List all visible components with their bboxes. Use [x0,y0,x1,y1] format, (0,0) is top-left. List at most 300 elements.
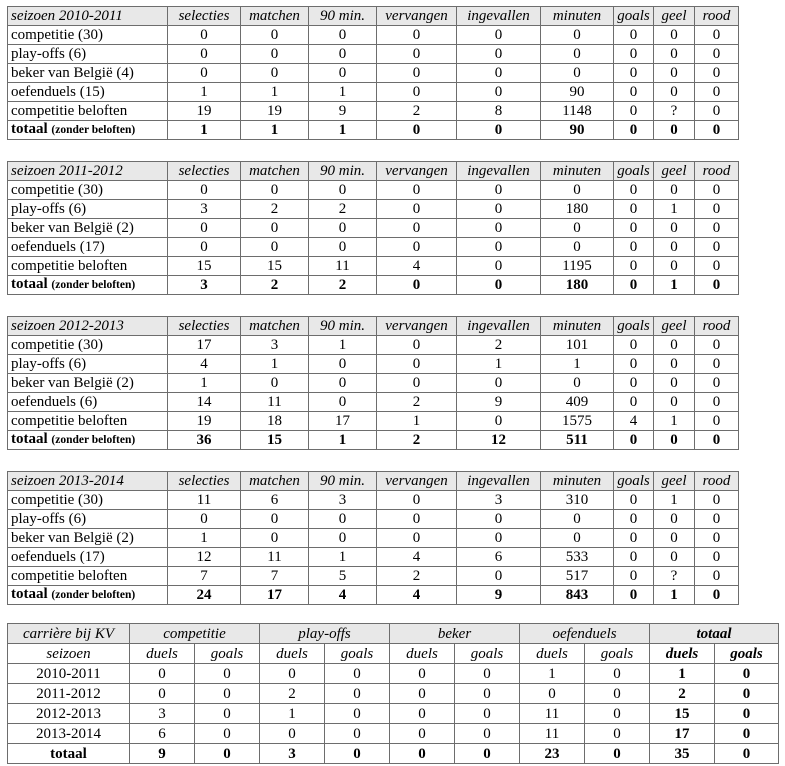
total-cell: 0 [695,276,739,295]
total-cell: 511 [541,431,614,450]
stat-cell: 0 [457,238,541,257]
stat-cell: 0 [241,374,309,393]
total-label [8,276,168,295]
stat-cell: 0 [695,181,739,200]
stat-cell: 0 [168,45,241,64]
stat-cell: 9 [309,102,377,121]
stat-cell: 0 [695,355,739,374]
row-label: beker van België (2) [8,374,168,393]
column-header: vervangen [377,162,457,181]
stat-cell: 0 [195,684,260,704]
table-row [8,393,739,412]
season-cell: 2010-2011 [8,664,130,684]
stat-cell: 0 [377,529,457,548]
table-row [8,529,739,548]
stat-cell: 0 [695,374,739,393]
stat-cell: 0 [695,83,739,102]
total-cell: 35 [650,744,715,764]
total-cell: 0 [614,431,654,450]
column-header: rood [695,317,739,336]
stat-cell: 0 [614,64,654,83]
stat-cell: 0 [654,393,695,412]
column-header: rood [695,7,739,26]
career-group-header: beker [390,624,520,644]
stat-cell: 7 [168,567,241,586]
total-cell: 3 [168,276,241,295]
stat-cell: 17 [650,724,715,744]
stat-cell: 2 [377,393,457,412]
table-row [8,45,739,64]
stat-cell: 0 [195,724,260,744]
stat-cell: 0 [654,26,695,45]
total-label-text: totaal [11,276,48,292]
stat-cell: 0 [168,219,241,238]
column-header: minuten [541,317,614,336]
stat-cell: 0 [457,64,541,83]
stat-cell: 0 [457,200,541,219]
stat-cell: 2 [377,567,457,586]
stat-cell: 0 [168,510,241,529]
stat-cell: 0 [377,26,457,45]
season-header-row [8,7,739,26]
stat-cell: 0 [614,26,654,45]
stat-cell: 1 [260,704,325,724]
stat-cell: 0 [377,219,457,238]
column-header: minuten [541,162,614,181]
column-header: goals [614,7,654,26]
stat-cell: 0 [241,64,309,83]
stat-cell: 1 [309,336,377,355]
row-label: competitie beloften [8,257,168,276]
stat-cell: 0 [130,664,195,684]
sub-column-header: duels [650,644,715,664]
stat-cell: 0 [309,355,377,374]
total-label-text: totaal [11,586,48,602]
stat-cell: 0 [377,238,457,257]
total-cell: 9 [130,744,195,764]
total-cell: 0 [695,121,739,140]
total-cell: 0 [614,586,654,605]
column-header: selecties [168,317,241,336]
total-note: (zonder beloften) [51,434,136,446]
stat-cell: 1 [650,664,715,684]
stat-cell: 1 [168,83,241,102]
total-cell: 3 [260,744,325,764]
row-label: oefenduels (17) [8,548,168,567]
stat-cell: 0 [715,664,779,684]
stat-cell: 0 [541,510,614,529]
stat-cell: 0 [614,374,654,393]
stat-cell: 1 [377,412,457,431]
stat-cell: 0 [377,181,457,200]
stat-cell: 0 [260,664,325,684]
stat-cell: 3 [457,491,541,510]
total-cell: 0 [457,121,541,140]
stat-cell: 0 [585,684,650,704]
stat-cell: 6 [130,724,195,744]
total-cell: 36 [168,431,241,450]
stat-cell: 11 [309,257,377,276]
stat-cell: 0 [457,219,541,238]
stat-cell: 0 [614,567,654,586]
total-label [8,121,168,140]
stat-cell: 0 [168,181,241,200]
stat-cell: 0 [654,510,695,529]
total-cell: 0 [455,744,520,764]
stat-cell: 15 [168,257,241,276]
stat-cell: 1 [654,200,695,219]
stat-cell: 1 [520,664,585,684]
stat-cell: 0 [260,724,325,744]
season-table [7,161,739,295]
season-title: seizoen 2010-2011 [8,7,168,26]
stat-cell: 2 [377,102,457,121]
stat-cell: 0 [377,355,457,374]
table-row [8,548,739,567]
stat-cell: 1575 [541,412,614,431]
season-cell: 2013-2014 [8,724,130,744]
row-label: competitie beloften [8,102,168,121]
stat-cell: 0 [377,45,457,64]
season-header-row [8,472,739,491]
stat-cell: 0 [541,64,614,83]
column-header: vervangen [377,472,457,491]
total-cell: 2 [377,431,457,450]
total-cell: 24 [168,586,241,605]
stat-cell: 180 [541,200,614,219]
table-row [8,219,739,238]
total-label: totaal [8,744,130,764]
stat-cell: 1 [541,355,614,374]
stat-cell: 0 [695,45,739,64]
stat-cell: 1 [309,548,377,567]
stat-cell: 0 [541,26,614,45]
sub-column-header: duels [390,644,455,664]
table-row [8,64,739,83]
stat-cell: 0 [241,529,309,548]
stat-cell: 0 [695,219,739,238]
stat-cell: 0 [654,238,695,257]
stat-cell: 0 [614,510,654,529]
season-table [7,6,739,140]
total-note: (zonder beloften) [51,124,136,136]
sub-column-header: goals [195,644,260,664]
total-cell: 0 [654,121,695,140]
stat-cell: 0 [654,257,695,276]
stat-cell: 1 [654,412,695,431]
stat-cell: 0 [614,491,654,510]
column-header: matchen [241,162,309,181]
total-cell: 1 [309,431,377,450]
stat-cell: 0 [241,45,309,64]
stat-cell: 0 [695,491,739,510]
stat-cell: 3 [309,491,377,510]
column-header: matchen [241,7,309,26]
column-header: 90 min. [309,317,377,336]
stat-cell: 0 [241,26,309,45]
stat-cell: 0 [695,336,739,355]
total-cell: 0 [377,276,457,295]
column-header: goals [614,317,654,336]
total-cell: 1 [168,121,241,140]
stat-cell: 0 [457,510,541,529]
stat-cell: 0 [455,664,520,684]
stat-cell: 0 [130,684,195,704]
total-row [8,121,739,140]
stat-cell: 0 [614,181,654,200]
stat-cell: 3 [168,200,241,219]
row-label: oefenduels (6) [8,393,168,412]
table-row [8,102,739,121]
career-title: carrière bij KV [8,624,130,644]
table-row [8,238,739,257]
stat-cell: 0 [614,200,654,219]
total-cell: 1 [654,276,695,295]
row-label: competitie beloften [8,412,168,431]
total-cell: 23 [520,744,585,764]
row-label: play-offs (6) [8,45,168,64]
stat-cell: 0 [309,238,377,257]
stat-cell: 0 [654,336,695,355]
row-label: play-offs (6) [8,510,168,529]
column-header: geel [654,162,695,181]
table-row [8,684,779,704]
sub-column-header: duels [520,644,585,664]
row-label: competitie (30) [8,181,168,200]
table-row [8,200,739,219]
stat-cell: 1 [457,355,541,374]
column-header: goals [614,472,654,491]
sub-column-header: goals [585,644,650,664]
stat-cell: 0 [377,64,457,83]
career-header-row [8,624,779,644]
sub-column-header: goals [715,644,779,664]
stat-cell: 0 [715,704,779,724]
sub-column-header: duels [260,644,325,664]
stat-cell: 0 [309,181,377,200]
column-header: 90 min. [309,162,377,181]
stat-cell: 2 [457,336,541,355]
total-cell: 9 [457,586,541,605]
total-cell: 17 [241,586,309,605]
season-title: seizoen 2013-2014 [8,472,168,491]
column-header: selecties [168,472,241,491]
stat-cell: 0 [457,26,541,45]
stat-cell: 0 [241,219,309,238]
stat-cell: 0 [695,412,739,431]
season-column-header: seizoen [8,644,130,664]
table-row [8,724,779,744]
career-subheader-row [8,644,779,664]
stat-cell: 0 [695,200,739,219]
stat-cell: 5 [309,567,377,586]
stat-cell: 0 [541,374,614,393]
row-label: competitie (30) [8,336,168,355]
stat-cell: 0 [309,510,377,529]
stat-cell: 0 [695,64,739,83]
stat-cell: 1148 [541,102,614,121]
total-cell: 0 [377,121,457,140]
total-cell: 2 [309,276,377,295]
total-note: (zonder beloften) [51,589,136,601]
sub-column-header: goals [455,644,520,664]
stat-cell: 0 [654,45,695,64]
stat-cell: 0 [614,336,654,355]
row-label: competitie (30) [8,491,168,510]
stat-cell: 0 [195,664,260,684]
total-cell: 0 [614,121,654,140]
stat-cell: ? [654,567,695,586]
row-label: beker van België (4) [8,64,168,83]
stat-cell: 11 [520,724,585,744]
stat-cell: 11 [241,548,309,567]
stat-cell: 0 [654,181,695,200]
total-cell: 0 [325,744,390,764]
stat-cell: 0 [377,200,457,219]
stat-cell: 17 [168,336,241,355]
stat-cell: 0 [390,664,455,684]
total-cell: 2 [241,276,309,295]
career-group-header: oefenduels [520,624,650,644]
season-title: seizoen 2011-2012 [8,162,168,181]
column-header: matchen [241,472,309,491]
stat-cell: 0 [715,684,779,704]
stat-cell: 0 [390,684,455,704]
sub-column-header: duels [130,644,195,664]
table-row [8,257,739,276]
row-label: beker van België (2) [8,529,168,548]
stat-cell: 0 [457,567,541,586]
stat-cell: 0 [695,257,739,276]
stat-cell: 0 [614,355,654,374]
stat-cell: 0 [241,510,309,529]
stat-cell: 0 [325,684,390,704]
total-note: (zonder beloften) [51,279,136,291]
column-header: geel [654,7,695,26]
table-row [8,704,779,724]
stat-cell: 0 [654,219,695,238]
stat-cell: 7 [241,567,309,586]
stat-cell: 4 [614,412,654,431]
stat-cell: 1 [654,491,695,510]
stat-cell: 18 [241,412,309,431]
stat-cell: 1 [168,374,241,393]
stat-cell: 0 [455,684,520,704]
stat-cell: 0 [309,393,377,412]
career-table [7,623,779,764]
stat-cell: 0 [541,181,614,200]
total-cell: 0 [195,744,260,764]
row-label: competitie (30) [8,26,168,45]
stat-cell: 9 [457,393,541,412]
total-cell: 15 [241,431,309,450]
total-label [8,586,168,605]
total-cell: 0 [695,431,739,450]
stat-cell: 0 [614,548,654,567]
stat-cell: 6 [241,491,309,510]
table-row [8,510,739,529]
stat-cell: 0 [457,181,541,200]
total-cell: 0 [654,431,695,450]
total-cell: 4 [377,586,457,605]
stat-cell: 0 [168,26,241,45]
stat-cell: 0 [309,374,377,393]
stat-cell: 0 [325,724,390,744]
table-row [8,336,739,355]
stat-cell: 0 [614,102,654,121]
stat-cell: 19 [241,102,309,121]
stat-cell: 0 [309,219,377,238]
stat-cell: 0 [614,257,654,276]
total-row [8,276,739,295]
total-cell: 180 [541,276,614,295]
stat-cell: 6 [457,548,541,567]
stat-cell: 2 [241,200,309,219]
stat-cell: 0 [309,45,377,64]
column-header: goals [614,162,654,181]
column-header: selecties [168,7,241,26]
table-row [8,355,739,374]
table-row [8,374,739,393]
stat-cell: 0 [695,529,739,548]
stat-cell: 0 [541,529,614,548]
stat-cell: 0 [377,491,457,510]
stat-cell: 8 [457,102,541,121]
column-header: minuten [541,472,614,491]
stat-cell: 0 [457,45,541,64]
total-label-text: totaal [11,431,48,447]
stat-cell: 0 [309,529,377,548]
stat-cell: 0 [695,567,739,586]
season-header-row [8,162,739,181]
stat-cell: 1195 [541,257,614,276]
total-cell: 0 [695,586,739,605]
season-header-row [8,317,739,336]
stat-cell: 0 [614,83,654,102]
row-label: play-offs (6) [8,355,168,374]
stat-cell: 0 [695,393,739,412]
stat-cell: 4 [377,257,457,276]
stat-cell: 0 [195,704,260,724]
stat-cell: 0 [390,724,455,744]
stat-cell: 17 [309,412,377,431]
stat-cell: 0 [455,704,520,724]
stat-cell: 0 [377,336,457,355]
stat-cell: 19 [168,412,241,431]
stat-cell: 12 [168,548,241,567]
stat-cell: 2 [650,684,715,704]
stat-cell: 2 [309,200,377,219]
stat-cell: 1 [241,83,309,102]
row-label: competitie beloften [8,567,168,586]
stat-cell: 0 [241,238,309,257]
total-cell: 1 [309,121,377,140]
stat-cell: 0 [457,412,541,431]
total-cell: 1 [654,586,695,605]
stat-cell: 0 [325,664,390,684]
career-group-header: competitie [130,624,260,644]
stat-cell: 0 [715,724,779,744]
stat-cell: 0 [541,45,614,64]
stat-cell: 0 [654,548,695,567]
stat-cell: 0 [695,26,739,45]
total-row [8,431,739,450]
stat-cell: 409 [541,393,614,412]
column-header: rood [695,162,739,181]
stat-cell: 3 [241,336,309,355]
stat-cell: 0 [614,238,654,257]
stat-cell: 0 [585,704,650,724]
